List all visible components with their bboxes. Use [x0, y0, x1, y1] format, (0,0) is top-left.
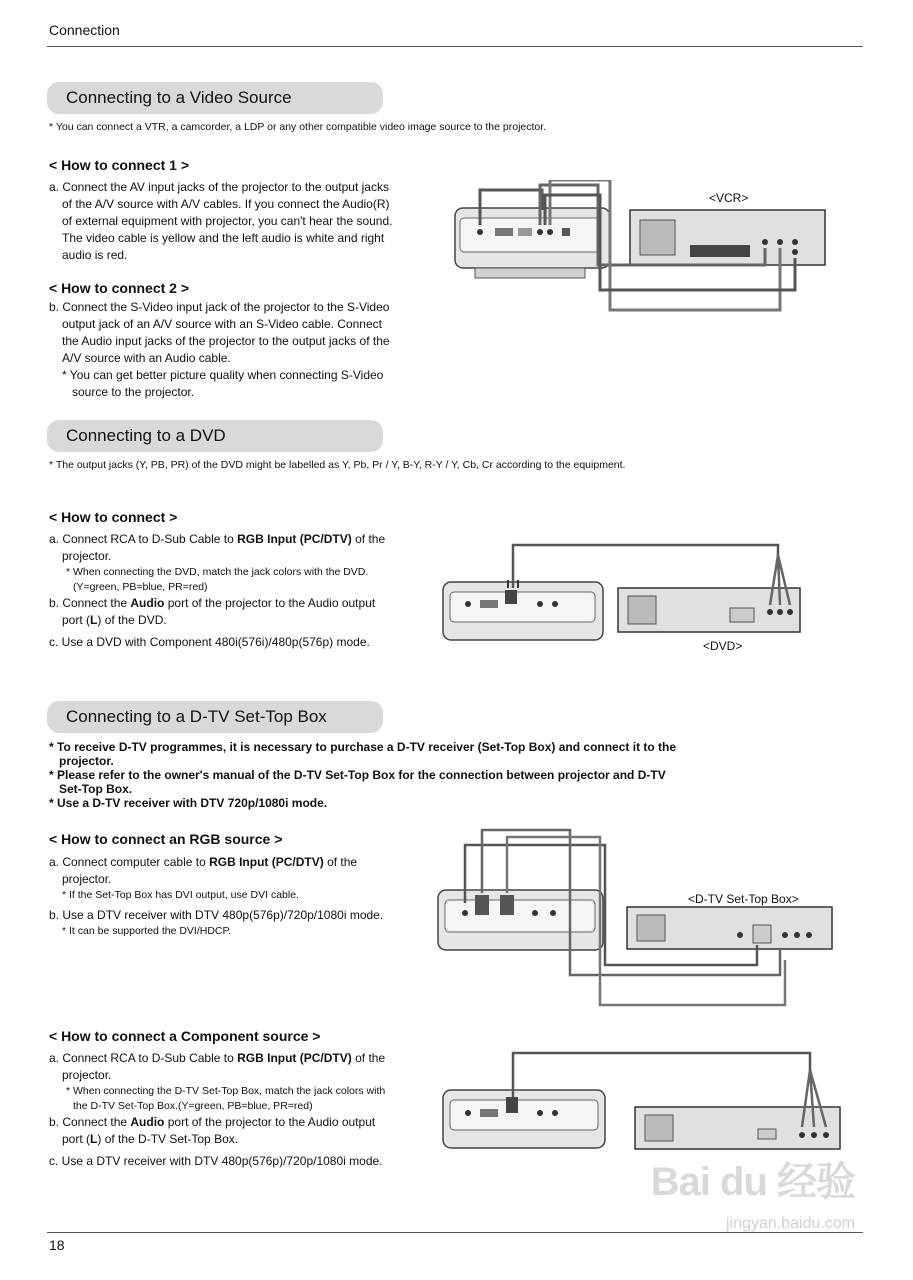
dvd-how-text	[49, 531, 399, 651]
set-top-box-illustration	[627, 907, 832, 949]
video-how2-heading: < How to connect 2 >	[49, 280, 190, 296]
vcr-label: <VCR>	[709, 191, 749, 205]
section-title-dvd: Connecting to a DVD	[47, 420, 383, 452]
projector-illustration	[443, 1090, 605, 1148]
dtv-note-3: * Use a D-TV receiver with DTV 720p/1080i mode.	[49, 796, 328, 810]
watermark-logo: Bai du 经验	[650, 1160, 855, 1204]
dvd-item-b: b. Connect the Audio port of the projector to the Audio output port (L) of the DVD.	[49, 596, 376, 627]
dtv-note-2: * Please refer to the owner's manual of the D-TV Set-Top Box for the connection between projector and D-TV Set-Top Box.	[49, 768, 666, 796]
dtv-rgb-heading: < How to connect an RGB source >	[49, 831, 283, 847]
projector-illustration	[443, 582, 603, 640]
vcr-illustration	[630, 210, 825, 265]
dvd-note: * The output jacks (Y, PB, PR) of the DVD might be labelled as Y, Pb, Pr / Y, B-Y, R-Y / Y, Cb, Cr according to the equipment.	[49, 459, 626, 471]
dtv-notes	[49, 740, 689, 810]
dtv-rgb-item-a-sub: * If the Set-Top Box has DVI output, use DVI cable.	[62, 889, 299, 901]
set-top-box-illustration	[635, 1107, 840, 1149]
video-how1-item-a: a. Connect the AV input jacks of the projector to the output jacks of the A/V source with A/V cables. If you connect the Audio(R) of external equipment with projector, you can't hear the sound. The video cable is yellow and the left audio is white and right audio is red.	[49, 180, 393, 262]
dtv-rgb-item-b: b. Use a DTV receiver with DTV 480p(576p)/720p/1080i mode.	[49, 908, 384, 922]
dtv-comp-item-b: b. Connect the Audio port of the projector to the Audio output port (L) of the D-TV Set-Top Box.	[49, 1115, 376, 1146]
dtv-rgb-connection-diagram	[435, 825, 840, 1010]
dvd-connection-diagram	[440, 540, 840, 650]
video-how2-star: * You can get better picture quality when connecting S-Video source to the projector.	[62, 368, 384, 399]
video-note: * You can connect a VTR, a camcorder, a LDP or any other compatible video image source to the projector.	[49, 121, 547, 133]
dvd-how-heading: < How to connect >	[49, 509, 178, 525]
dtv-note-1: * To receive D-TV programmes, it is necessary to purchase a D-TV receiver (Set-Top Box) and connect it to the projector.	[49, 740, 677, 768]
video-how2-text	[49, 299, 399, 401]
dtv-comp-item-c: c. Use a DTV receiver with DTV 480p(576p)/720p/1080i mode.	[49, 1154, 383, 1168]
projector-illustration	[438, 890, 603, 950]
set-top-box-label: <D-TV Set-Top Box>	[688, 892, 799, 906]
dtv-component-connection-diagram	[440, 1045, 845, 1160]
dtv-comp-heading: < How to connect a Component source >	[49, 1028, 321, 1044]
projector-illustration	[455, 208, 610, 278]
dvd-item-a: a. Connect RCA to D-Sub Cable to RGB Input (PC/DTV) of the projector.	[49, 532, 386, 563]
dtv-rgb-text	[49, 854, 409, 939]
dtv-comp-item-a: a. Connect RCA to D-Sub Cable to RGB Input (PC/DTV) of the projector.	[49, 1051, 386, 1082]
video-how1-text	[49, 179, 399, 264]
dtv-comp-text	[49, 1050, 399, 1170]
video-connection-diagram	[450, 180, 835, 320]
header-rule	[47, 46, 863, 47]
dtv-rgb-item-b-sub: * It can be supported the DVI/HDCP.	[62, 925, 232, 937]
video-how2-item-b: b. Connect the S-Video input jack of the projector to the S-Video output jack of an A/V source with an S-Video cable. Connect the Audio input jacks of the projector to the output jacks of the A/V source with an Audio cable.	[49, 300, 390, 365]
section-title-dtv: Connecting to a D-TV Set-Top Box	[47, 701, 383, 733]
dtv-comp-item-a-sub: * When connecting the D-TV Set-Top Box, match the jack colors with the D-TV Set-Top Box.(Y=green, PB=blue, PR=red)	[66, 1085, 386, 1112]
dvd-item-a-sub: * When connecting the DVD, match the jack colors with the DVD.(Y=green, PB=blue, PR=red)	[66, 566, 369, 593]
dvd-item-c: c. Use a DVD with Component 480i(576i)/480p(576p) mode.	[49, 635, 370, 649]
video-how1-heading: < How to connect 1 >	[49, 157, 190, 173]
watermark-url: jingyan.baidu.com	[726, 1215, 855, 1232]
page-header-title: Connection	[49, 22, 120, 38]
page-number: 18	[49, 1237, 65, 1253]
dtv-rgb-item-a: a. Connect computer cable to RGB Input (PC/DTV) of the projector.	[49, 855, 358, 886]
dvd-label: <DVD>	[703, 639, 743, 653]
section-title-video: Connecting to a Video Source	[47, 82, 383, 114]
